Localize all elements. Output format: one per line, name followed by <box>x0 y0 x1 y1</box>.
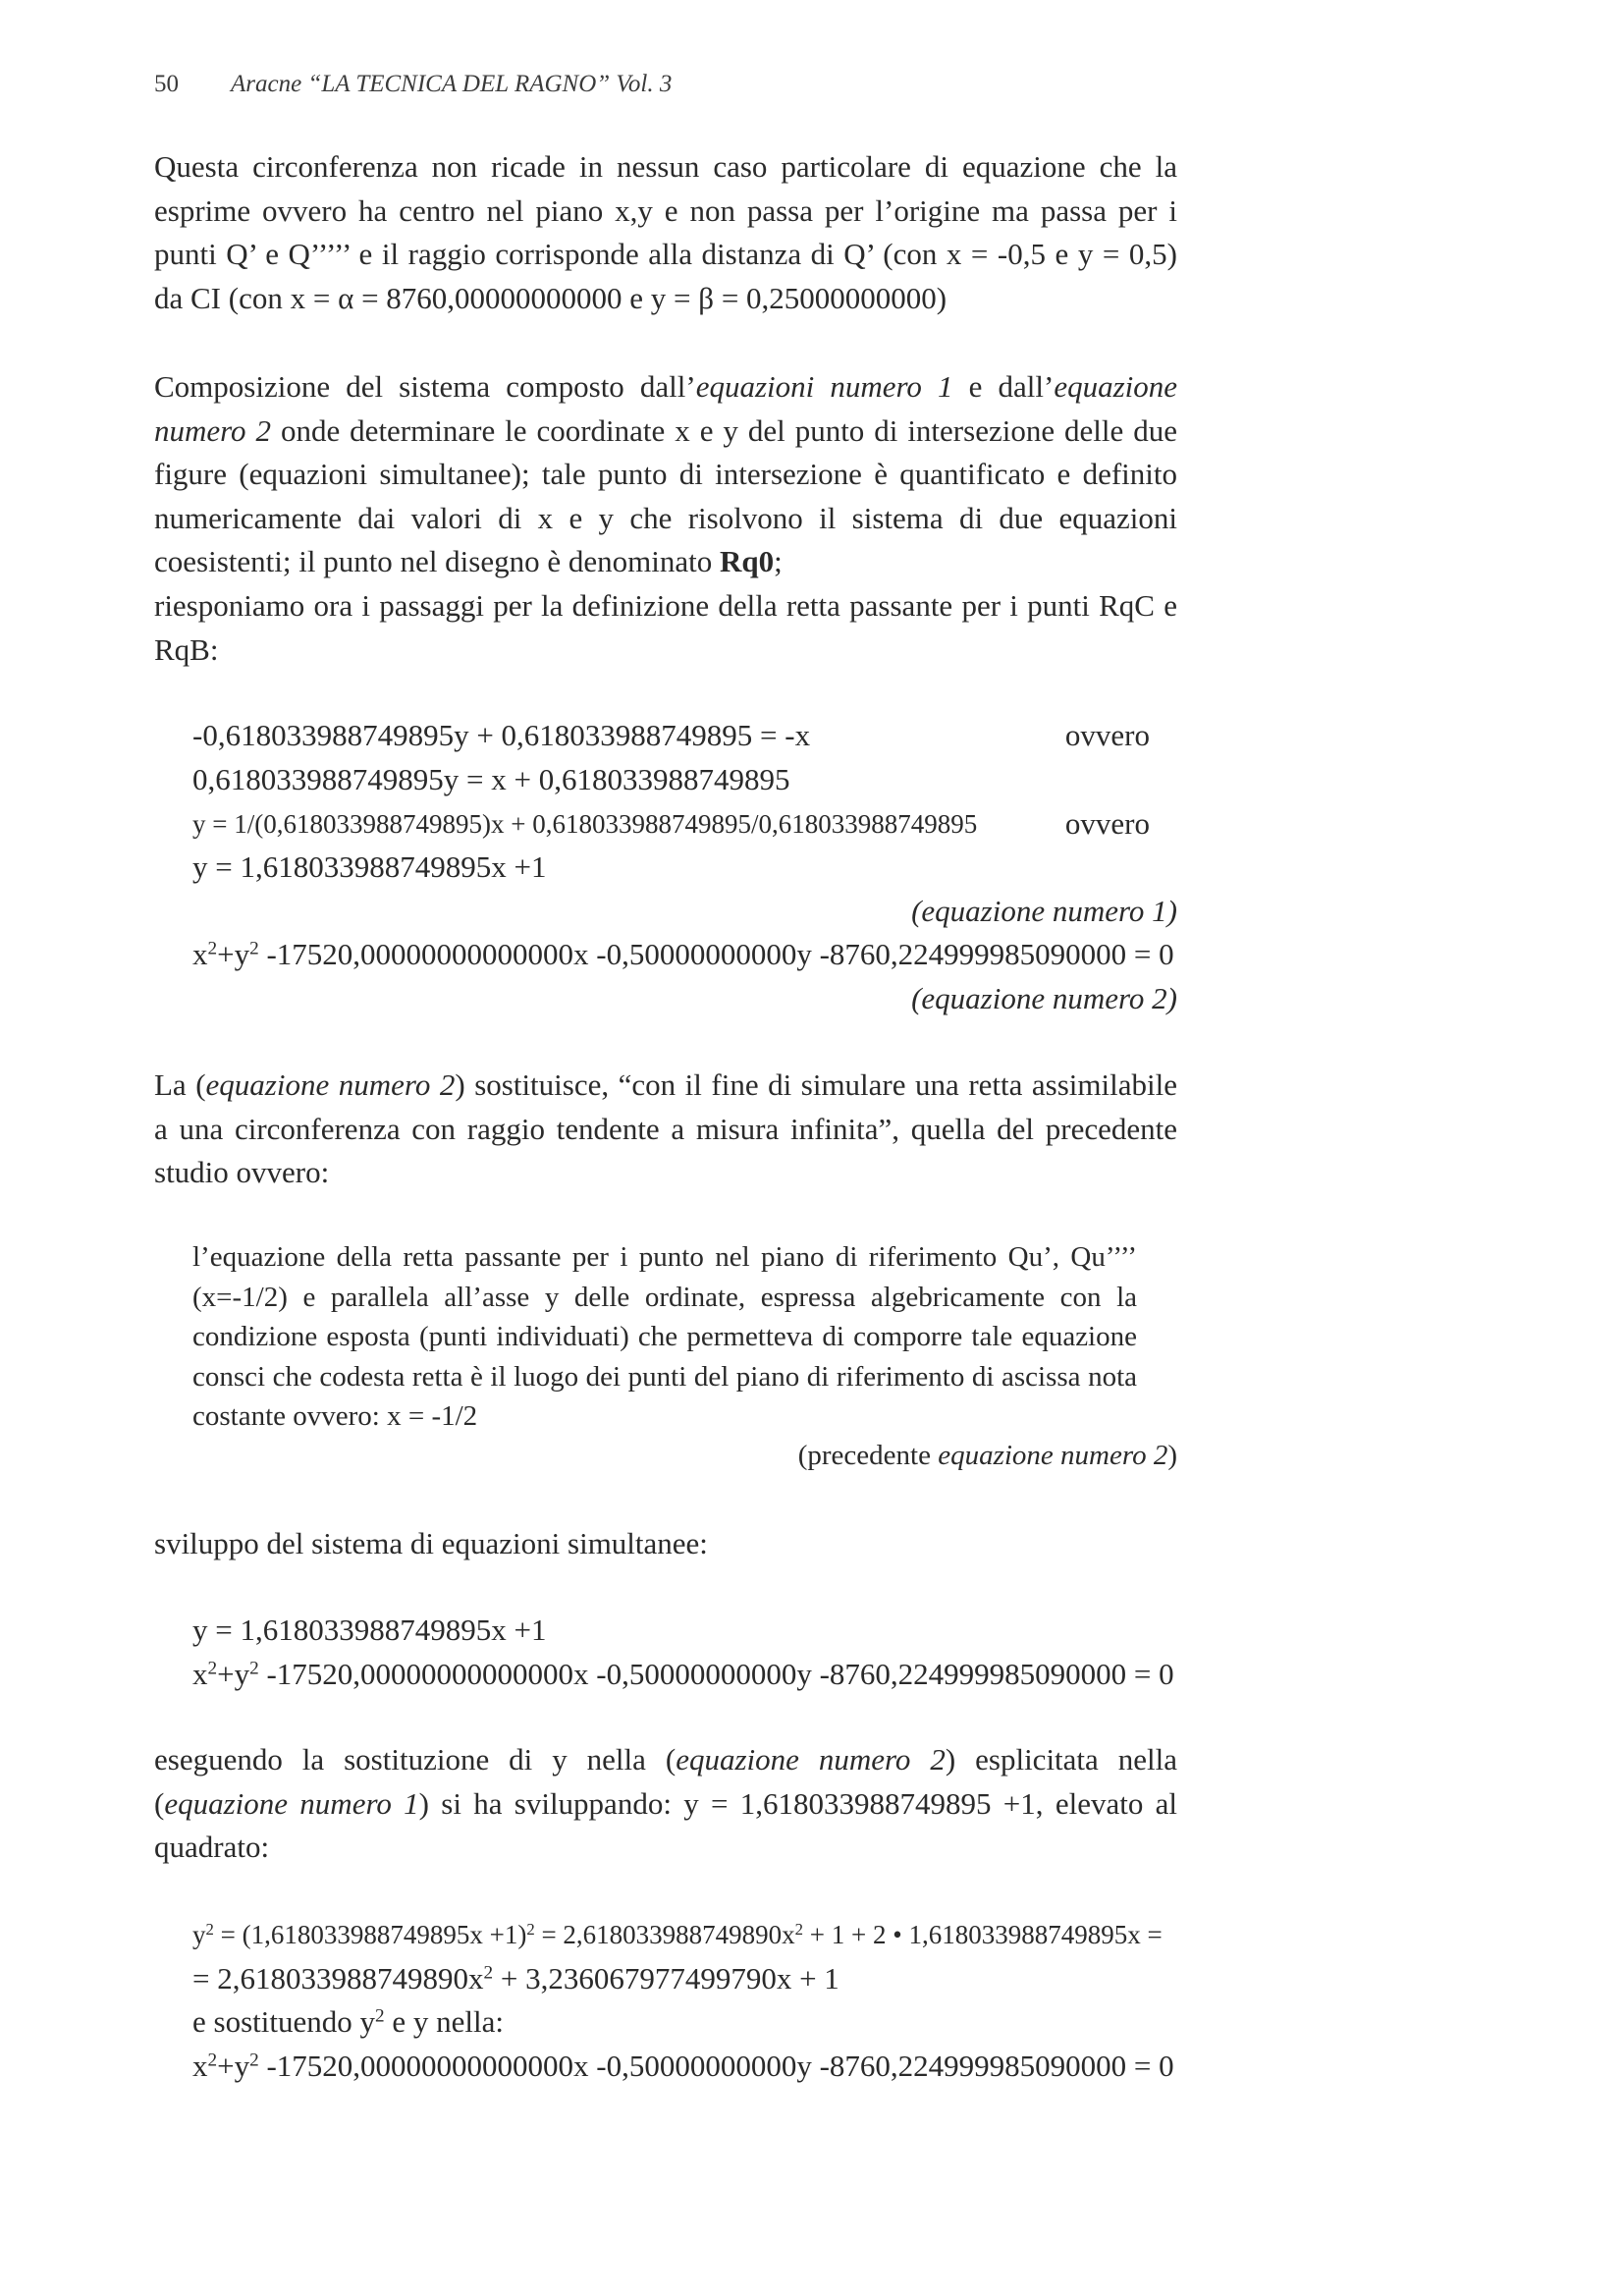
equation-line <box>192 1609 1177 1652</box>
equation-line <box>192 1957 1177 2000</box>
equation-text: -17520,00000000000000x -0,50000000000y -8760,224999985090000 = 0 <box>258 1657 1174 1691</box>
equation-text: -0,618033988749895y + 0,618033988749895 = -x <box>192 718 811 752</box>
equation-text: y = 1,618033988749895x +1 <box>192 849 547 884</box>
equation-text: +y <box>217 2049 250 2083</box>
equation-text: e sostituendo y <box>192 2004 375 2039</box>
equation-text: + 3,236067977499790x + 1 <box>493 1961 839 1995</box>
equation-text: y <box>192 1920 206 1949</box>
text-run: ; <box>774 544 783 579</box>
running-header <box>154 71 672 98</box>
text-run: (precedente <box>797 1440 939 1471</box>
equation-text: -17520,00000000000000x -0,50000000000y -8760,224999985090000 = 0 <box>258 2049 1174 2083</box>
equation-text: e y nella: <box>384 2004 504 2039</box>
equation-connector: ovvero <box>1064 806 1150 841</box>
superscript: 2 <box>207 938 218 959</box>
equation-reference: equazione numero 2 <box>154 369 1178 448</box>
equation-text: = 2,618033988749890x <box>192 1961 484 1995</box>
superscript: 2 <box>526 1919 535 1939</box>
paragraph-line-steps: riesponiamo ora i passaggi per la definizione della retta passante per i punti RqC e RqB: <box>154 588 1177 667</box>
equation-text: y = 1,618033988749895x +1 <box>192 1613 547 1647</box>
text-run: ) sostituisce, “con il fine di simulare una retta assimilabile a una circonferenza con raggio tendente a misura infinita”, quella del precedente studio ovvero: <box>154 1067 1177 1190</box>
quoted-previous-equation: l’equazione della retta passante per i punto nel piano di riferimento Qu’, Qu’’’’ (x=-1/2) e parallela all’asse y delle ordinate, espressa algebricamente con la condizione esposta (punti individuati) che permetteva di comporre tale equazione consci che codesta retta è il luogo dei punti del piano di riferimento di ascissa nota costante ovvero: x = -1/2 <box>192 1241 1137 1433</box>
text-run: ) esplicitata nella ( <box>154 1742 1177 1821</box>
paragraph-substitution-note <box>154 1064 1177 1195</box>
superscript: 2 <box>794 1919 804 1939</box>
equation-text: y = 1/(0,618033988749895)x + 0,618033988749895/0,618033988749895 <box>192 809 978 839</box>
equation-line <box>192 802 1177 846</box>
superscript: 2 <box>483 1962 494 1984</box>
text-run: onde determinare le coordinate x e y del punto di intersezione delle due figure (equazioni simultanee); tale punto di intersezione è quantificato e definito numericamente dai valori di x e y che risolvono il sistema di due equazioni coesistenti; il punto nel disegno è denominato <box>154 412 1177 579</box>
equation-reference: equazioni numero 1 <box>695 369 953 404</box>
equation-line <box>192 846 1177 889</box>
equation-reference: equazione numero 1 <box>164 1785 419 1821</box>
equation-connector: ovvero <box>1064 718 1150 752</box>
equation-line <box>192 1913 1177 1956</box>
equation-label <box>192 977 1177 1020</box>
equation-label <box>192 890 1177 933</box>
equation-line <box>192 714 1177 757</box>
quote-citation <box>192 1436 1177 1475</box>
equation-text: -17520,00000000000000x -0,50000000000y -8760,224999985090000 = 0 <box>258 937 1174 971</box>
equation-text: x <box>192 937 208 971</box>
superscript: 2 <box>249 938 259 959</box>
paragraph-substitution-steps <box>154 1738 1177 1870</box>
equation-text: 0,618033988749895y = x + 0,618033988749895 <box>192 762 790 796</box>
equation-reference: equazione numero 2 <box>938 1440 1168 1471</box>
superscript: 2 <box>207 1658 218 1679</box>
equation-line <box>192 758 1177 801</box>
equation-text: x <box>192 2049 208 2083</box>
equation-line <box>192 1653 1177 1696</box>
paragraph-system-development: sviluppo del sistema di equazioni simultanee: <box>154 1526 708 1560</box>
text-run: ) <box>1167 1440 1177 1471</box>
text-run: ) si ha sviluppando: y = 1,618033988749895 +1, elevato al quadrato: <box>154 1785 1177 1865</box>
running-title: Aracne “LA TECNICA DEL RAGNO” Vol. 3 <box>231 71 673 97</box>
equation-line <box>192 933 1177 976</box>
equation-label-text: (equazione numero 2) <box>911 981 1177 1015</box>
text-run: eseguendo la sostituzione di y nella ( <box>154 1742 677 1777</box>
superscript: 2 <box>207 2050 218 2071</box>
superscript: 2 <box>375 2005 385 2027</box>
text-run: Composizione del sistema composto dall’ <box>154 369 696 404</box>
equation-text: +y <box>217 1657 250 1691</box>
equation-reference: equazione numero 2 <box>676 1742 946 1777</box>
page-number: 50 <box>154 71 179 97</box>
text-run: La ( <box>154 1067 206 1102</box>
equation-line <box>192 2000 1177 2044</box>
paragraph-system-composition <box>154 365 1177 584</box>
equation-text: x <box>192 1657 208 1691</box>
point-name-rq0: Rq0 <box>719 544 775 579</box>
superscript: 2 <box>249 2050 259 2071</box>
equation-text: +y <box>217 937 250 971</box>
equation-text: + 1 + 2 • 1,618033988749895x = <box>803 1920 1163 1949</box>
paragraph-circle-description: Questa circonferenza non ricade in nessun caso particolare di equazione che la esprime ovvero ha centro nel piano x,y e non passa per l’origine ma passa per i punti Q’ e Q’’’’’ e il raggio corrisponde alla distanza di Q’ (con x = -0,5 e y = 0,5) da CI (con x = α = 8760,00000000000 e y = β = 0,25000000000) <box>154 149 1177 315</box>
superscript: 2 <box>205 1919 214 1939</box>
superscript: 2 <box>249 1658 259 1679</box>
equation-text: = 2,618033988749890x <box>534 1920 795 1949</box>
equation-line <box>192 2045 1177 2088</box>
equation-reference: equazione numero 2 <box>205 1067 456 1102</box>
equation-label-text: (equazione numero 1) <box>911 894 1177 928</box>
equation-text: = (1,618033988749895x +1) <box>213 1920 527 1949</box>
text-run: e dall’ <box>952 369 1055 404</box>
